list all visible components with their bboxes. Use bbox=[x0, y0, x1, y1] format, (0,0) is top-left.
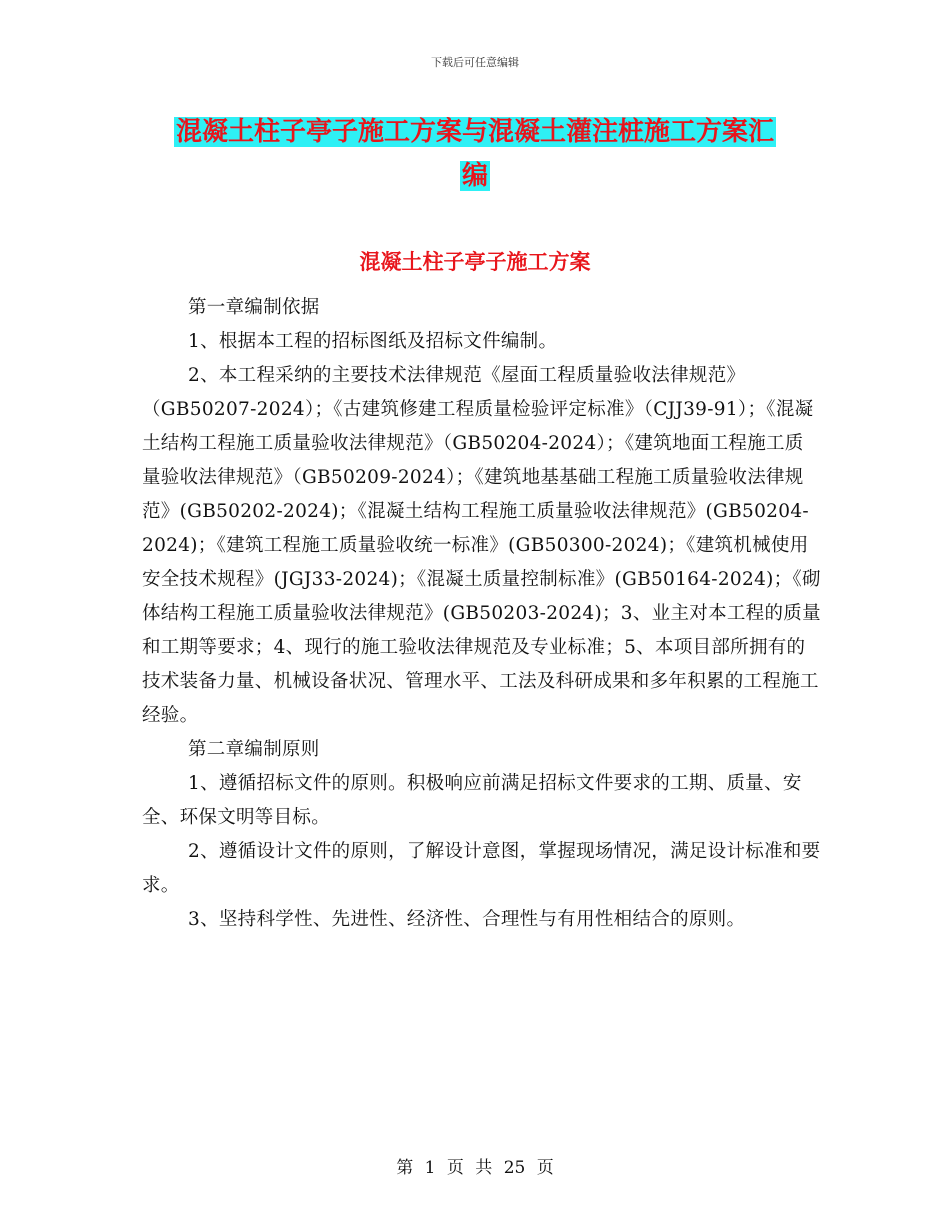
paragraph: 2、遵循设计文件的原则，了解设计意图，掌握现场情况，满足设计标准和要求。 bbox=[142, 841, 821, 896]
page-number-footer: 第 1 页 共 25 页 bbox=[396, 1158, 554, 1178]
chapter-heading-2: 第二章编制原则 bbox=[188, 739, 320, 760]
document-title-line1: 混凝土柱子亭子施工方案与混凝土灌注桩施工方案汇 bbox=[175, 117, 774, 147]
paragraph: 1、根据本工程的招标图纸及招标文件编制。 bbox=[188, 331, 558, 352]
paragraph: 2、本工程采纳的主要技术法律规范《屋面工程质量验收法律规范》（GB50207-2024）；《古建筑修建工程质量检验评定标准》（CJJ39-91）；《混凝土结构工程施工质量验收法律规范》（GB50204-2024）；《建筑地面工程施工质量验收法律规范》（GB50209-2024）；《建筑地基基础工程施工质量验收法律规范》(GB50202-2024)；《混凝土结构工程施工质量验收法律规范》(GB50204-2024)；《建筑工程施工质量验收统一标准》(GB50300-2024)；《建筑机械使用安全技术规程》(JGJ33-2024)；《混凝土质量控制标准》(GB50164-2024)；《砌体结构工程施工质量验收法律规范》(GB50203-2024)；3、业主对本工程的质量和工期等要求；4、现行的施工验收法律规范及专业标准；5、本项目部所拥有的技术装备力量、机械设备状况、管理水平、工法及科研成果和多年积累的工程施工经验。 bbox=[142, 365, 821, 726]
document-title bbox=[0, 110, 950, 198]
document-title-line2: 编 bbox=[461, 161, 488, 191]
header-note: 下载后可任意编辑 bbox=[431, 56, 519, 69]
chapter-heading-1: 第一章编制依据 bbox=[188, 297, 320, 318]
section-title: 混凝土柱子亭子施工方案 bbox=[359, 249, 591, 274]
document-body bbox=[142, 291, 822, 937]
paragraph: 1、遵循招标文件的原则。积极响应前满足招标文件要求的工期、质量、安全、环保文明等目标。 bbox=[142, 773, 802, 828]
paragraph: 3、坚持科学性、先进性、经济性、合理性与有用性相结合的原则。 bbox=[188, 909, 746, 930]
